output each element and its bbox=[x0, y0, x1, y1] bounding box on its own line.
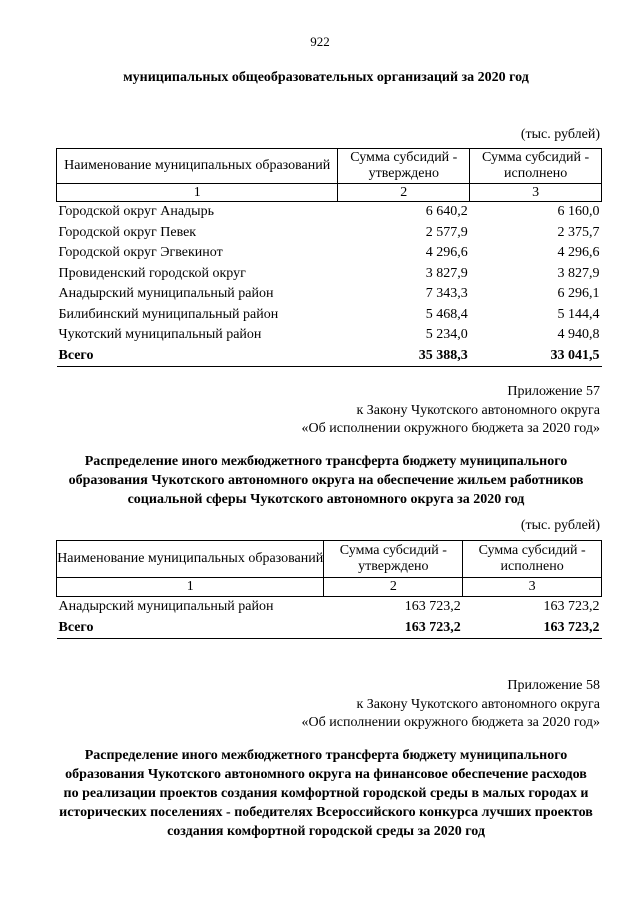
row-approved: 6 640,2 bbox=[425, 204, 468, 220]
page-number: 922 bbox=[310, 34, 330, 49]
total-approved: 35 388,3 bbox=[338, 346, 470, 367]
table-row bbox=[57, 597, 602, 618]
total-row bbox=[57, 618, 602, 639]
table-row bbox=[57, 305, 602, 326]
appendix57-title: Распределение иного межбюджетного трансферта бюджету муниципального образования Чукотского автономного округа на обеспечение жильем работников социальной сферы Чукотского автономного округа за 2020 год bbox=[68, 454, 584, 507]
row-executed: 6 160,0 bbox=[557, 204, 600, 220]
row-name: Чукотский муниципальный район bbox=[58, 327, 262, 343]
appendix58-title: Распределение иного межбюджетного трансферта бюджету муниципального образования Чукотского автономного округа на финансовое обеспечение расходов по реализации проектов создания комфортной городской среды в малых городах и исторических поселениях - победителях Всероссийского конкурса лучших проектов создания комфортной городской среды за 2020 год bbox=[59, 748, 593, 839]
appendix57-table bbox=[56, 540, 602, 639]
row-approved: 5 234,0 bbox=[425, 327, 468, 343]
appendix58-law-title: «Об исполнении окружного бюджета за 2020 год» bbox=[301, 715, 600, 730]
table-row bbox=[57, 264, 602, 285]
appendix58-law: к Закону Чукотского автономного округа bbox=[356, 696, 600, 712]
col-number: 3 bbox=[470, 184, 602, 202]
row-approved: 3 827,9 bbox=[425, 265, 468, 281]
row-executed: 4 940,8 bbox=[557, 327, 600, 343]
appendix58-header bbox=[302, 677, 600, 733]
table-row bbox=[57, 223, 602, 244]
header-approved: Сумма субсидий - утверждено bbox=[324, 541, 463, 578]
row-executed: 5 144,4 bbox=[557, 306, 600, 322]
total-label: Всего bbox=[57, 346, 338, 367]
total-executed: 163 723,2 bbox=[463, 618, 602, 639]
appendix57-law: к Закону Чукотского автономного округа bbox=[356, 402, 600, 418]
table-row bbox=[57, 325, 602, 346]
appendix57-number: Приложение 57 bbox=[507, 384, 600, 399]
appendix57-unit: (тыс. рублей) bbox=[520, 518, 600, 533]
total-approved: 163 723,2 bbox=[324, 618, 463, 639]
total-row bbox=[57, 346, 602, 367]
row-approved: 5 468,4 bbox=[425, 306, 468, 322]
header-executed: Сумма субсидий - исполнено bbox=[470, 149, 602, 184]
col-number: 1 bbox=[57, 184, 338, 202]
header-approved: Сумма субсидий - утверждено bbox=[338, 149, 470, 184]
row-executed: 2 375,7 bbox=[557, 224, 600, 240]
table-row bbox=[57, 202, 602, 223]
header-executed: Сумма субсидий - исполнено bbox=[463, 541, 602, 578]
appendix57-law-title: «Об исполнении окружного бюджета за 2020 год» bbox=[301, 421, 600, 436]
row-name: Билибинский муниципальный район bbox=[58, 306, 279, 322]
header-name: Наименование муниципальных образований bbox=[57, 149, 338, 184]
total-label: Всего bbox=[57, 618, 324, 639]
total-executed: 33 041,5 bbox=[470, 346, 602, 367]
row-approved: 7 343,3 bbox=[425, 286, 468, 302]
row-name: Городской округ Эгвекинот bbox=[58, 245, 223, 261]
row-executed: 3 827,9 bbox=[557, 265, 600, 281]
row-approved: 2 577,9 bbox=[425, 224, 468, 240]
section1-table bbox=[56, 148, 602, 367]
section1-title: муниципальных общеобразовательных организаций за 2020 год bbox=[123, 70, 529, 85]
col-number: 1 bbox=[57, 578, 324, 597]
row-name: Городской округ Анадырь bbox=[58, 204, 214, 220]
row-executed: 163 723,2 bbox=[543, 599, 600, 615]
appendix57-header bbox=[302, 383, 600, 439]
col-number: 2 bbox=[324, 578, 463, 597]
appendix58-number: Приложение 58 bbox=[507, 678, 600, 693]
row-executed: 4 296,6 bbox=[557, 245, 600, 261]
table-row bbox=[57, 243, 602, 264]
row-name: Провиденский городской округ bbox=[58, 265, 246, 281]
col-number: 2 bbox=[338, 184, 470, 202]
col-number: 3 bbox=[463, 578, 602, 597]
header-name: Наименование муниципальных образований bbox=[57, 541, 324, 578]
table-row bbox=[57, 284, 602, 305]
row-name: Анадырский муниципальный район bbox=[58, 286, 274, 302]
row-name: Анадырский муниципальный район bbox=[58, 599, 274, 615]
row-approved: 163 723,2 bbox=[404, 599, 461, 615]
row-approved: 4 296,6 bbox=[425, 245, 468, 261]
row-name: Городской округ Певек bbox=[58, 224, 197, 240]
row-executed: 6 296,1 bbox=[557, 286, 600, 302]
section1-unit: (тыс. рублей) bbox=[520, 127, 600, 142]
